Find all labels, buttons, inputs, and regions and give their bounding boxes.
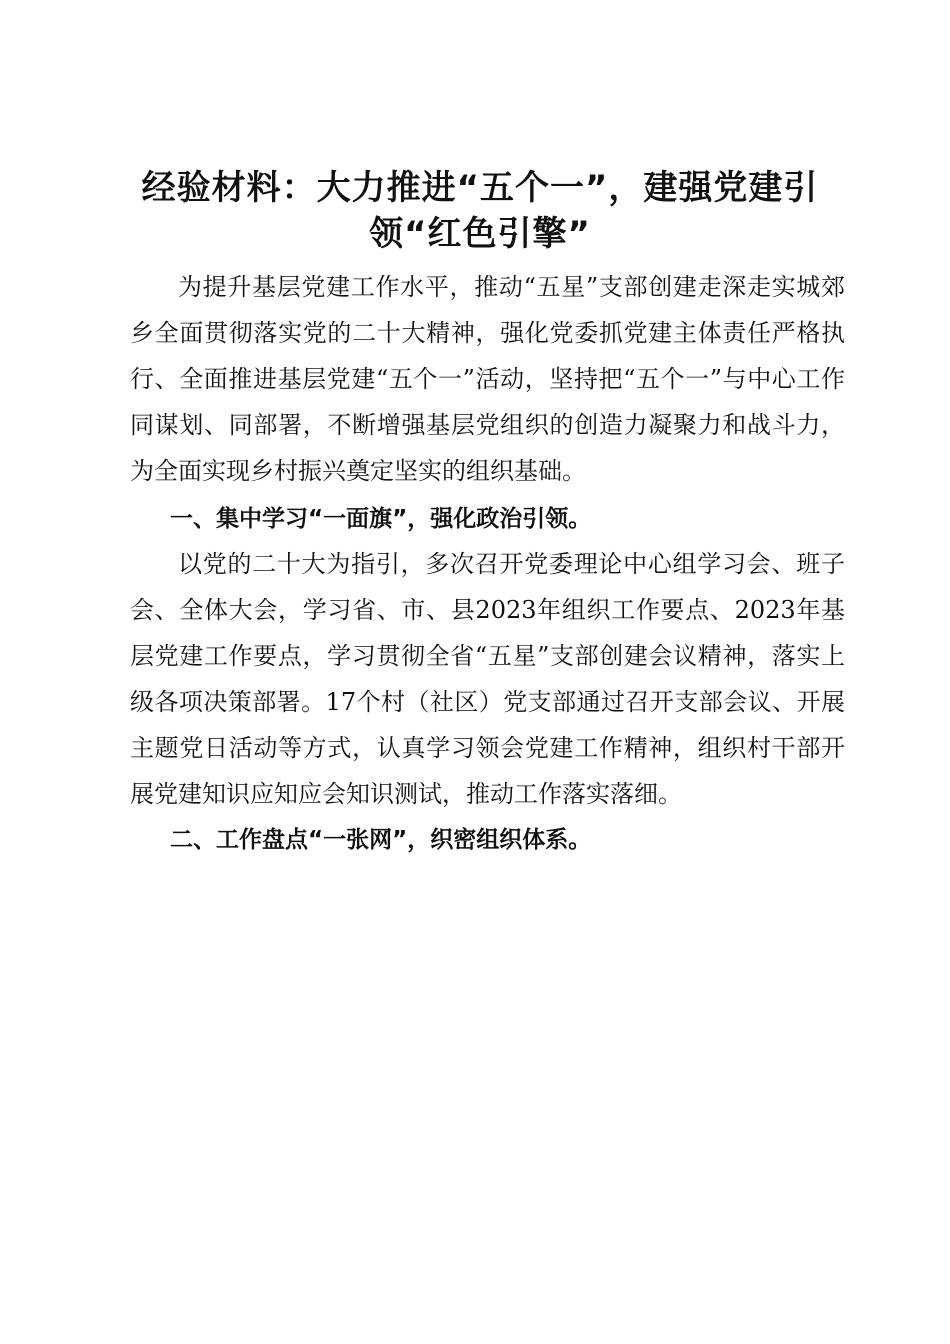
section-heading-2: 二、工作盘点“一张网”，织密组织体系。	[170, 827, 592, 853]
section-heading-1: 一、集中学习“一面旗”，强化政治引领。	[170, 506, 592, 532]
intro-paragraph: 为提升基层党建工作水平，推动“五星”支部创建走深走实城郊乡全面贯彻落实党的二十大精神，强化党委抓党建主体责任严格执行、全面推进基层党建“五个一”活动，坚持把“五个一”与中心工作同谋划、同部署，不断增强基层党组织的创造力凝聚力和战斗力，为全面实现乡村振兴奠定坚实的组织基础。	[130, 273, 845, 485]
section-1-paragraph: 以党的二十大为指引，多次召开党委理论中心组学习会、班子会、全体大会，学习省、市、县2023年组织工作要点、2023年基层党建工作要点，学习贯彻全省“五星”支部创建会议精神，落实上级各项决策部署。17个村（社区）党支部通过召开支部会议、开展主题党日活动等方式，认真学习领会党建工作精神，组织村干部开展党建知识应知应会知识测试，推动工作落实落细。	[130, 550, 845, 808]
document-title: 经验材料：大力推进“五个一”，建强党建引领“红色引擎”	[141, 168, 819, 254]
